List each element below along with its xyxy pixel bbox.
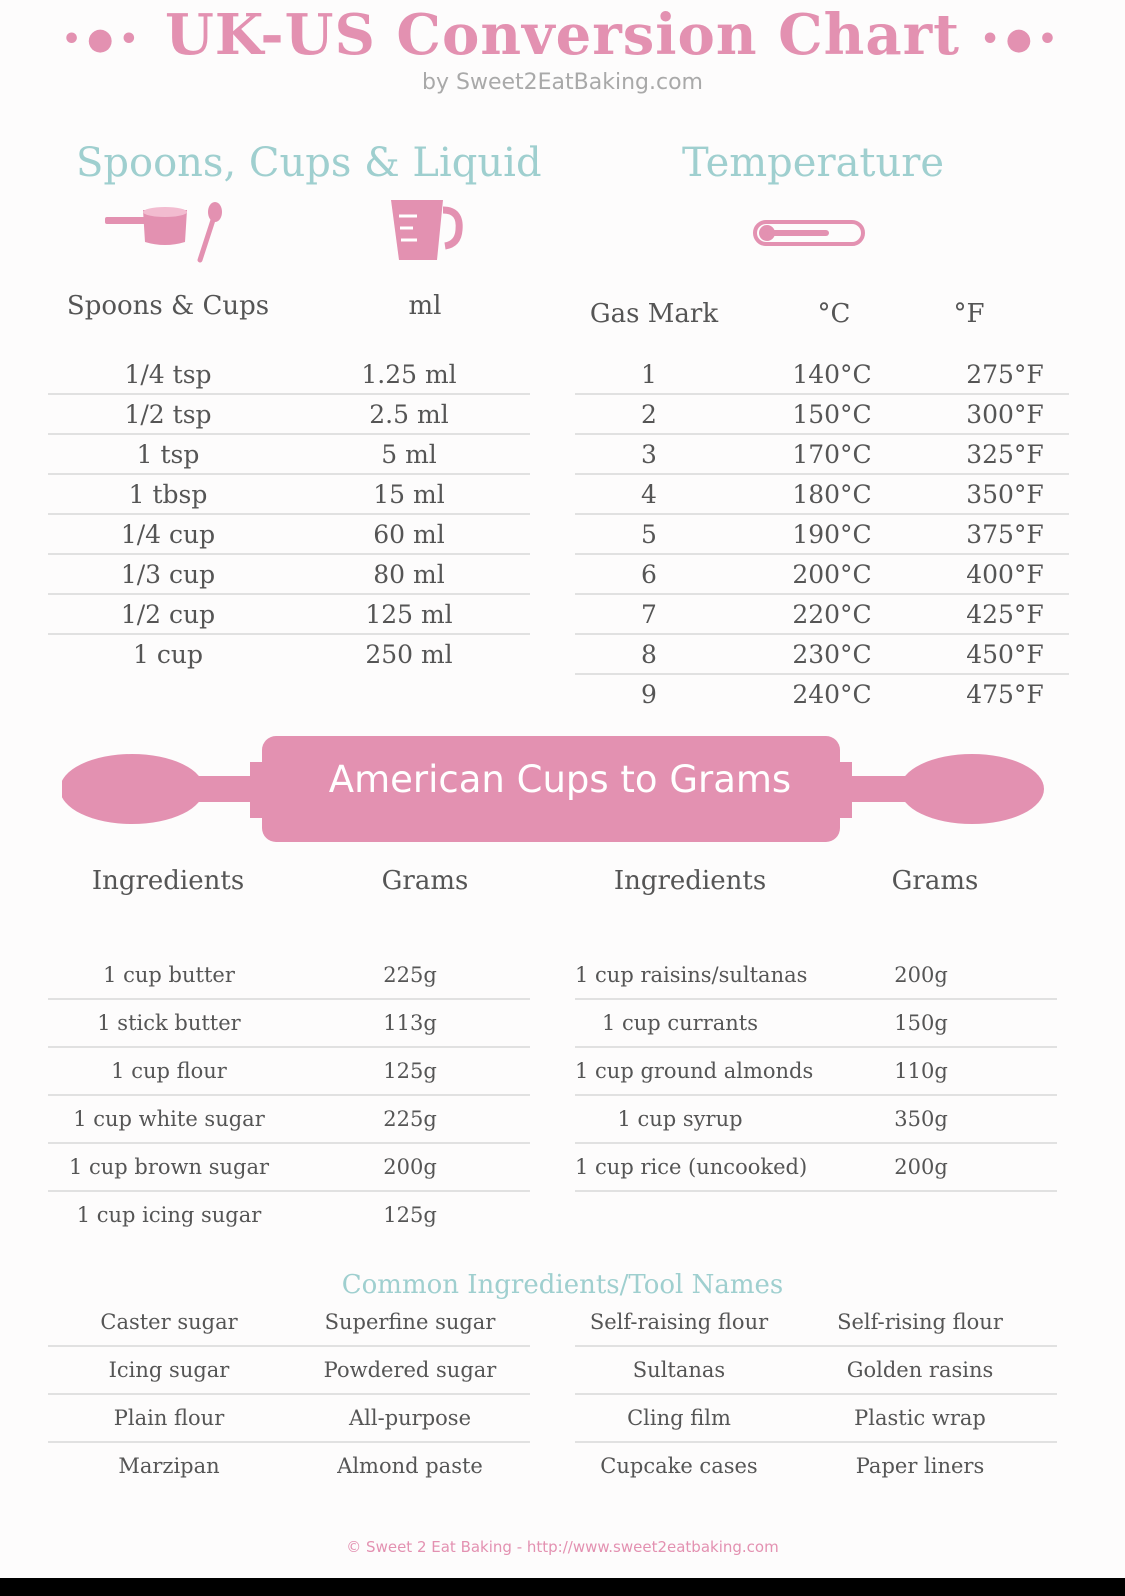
common-names-cell: Almond paste (337, 1454, 483, 1478)
spoons-row-cell: 1 tsp (136, 439, 200, 469)
measuring-spoon-icon (105, 200, 225, 265)
grams-row-cell: 1 cup ground almonds (575, 1059, 814, 1083)
measuring-jug-icon (385, 196, 465, 266)
temperature-row-cell: 375°F (966, 519, 1044, 549)
common-names-title: Common Ingredients/Tool Names (341, 1270, 784, 1300)
temperature-row (575, 555, 1069, 593)
common-names-cell: All-purpose (349, 1406, 471, 1430)
spoons-row (48, 595, 530, 633)
temperature-table (575, 355, 1069, 713)
common-names-cell: Paper liners (855, 1454, 985, 1478)
temperature-row-cell: 9 (641, 679, 657, 709)
temperature-row-cell: 7 (641, 599, 657, 629)
spoons-row (48, 475, 530, 513)
temperature-row (575, 595, 1069, 633)
grams-row (48, 1096, 530, 1142)
common-names-table-left (48, 1299, 530, 1489)
ingredients-header-left: Ingredients (91, 866, 245, 896)
spoons-row-cell: 250 ml (365, 639, 453, 669)
spoons-row-cell: 125 ml (365, 599, 453, 629)
common-names-cell: Cupcake cases (600, 1454, 758, 1478)
common-names-row (48, 1443, 530, 1489)
common-names-cell: Self-raising flour (589, 1310, 769, 1334)
banner-title: American Cups to Grams (328, 758, 792, 801)
temperature-row-cell: 240°C (792, 679, 872, 709)
temperature-row-cell: 275°F (966, 359, 1044, 389)
spoons-section-title: Spoons, Cups & Liquid (76, 140, 542, 186)
spoons-row-cell: 15 ml (373, 479, 445, 509)
spoons-row (48, 355, 530, 393)
spoons-row-cell: 1 tbsp (128, 479, 208, 509)
dots-right: •●• (980, 21, 1064, 57)
common-names-row (48, 1395, 530, 1441)
spoons-row-cell: 1 cup (133, 639, 203, 669)
grams-header-right: Grams (891, 866, 979, 896)
grams-row (575, 1000, 1057, 1046)
byline: by Sweet2EatBaking.com (422, 70, 703, 95)
temperature-row-cell: 475°F (966, 679, 1044, 709)
grams-row-cell: 125g (383, 1203, 437, 1227)
temperature-row (575, 515, 1069, 553)
grams-header-left: Grams (381, 866, 469, 896)
common-names-cell: Caster sugar (100, 1310, 238, 1334)
temperature-row (575, 635, 1069, 673)
common-names-cell: Icing sugar (108, 1358, 230, 1382)
temperature-row-cell: 300°F (966, 399, 1044, 429)
ingredients-header-right: Ingredients (613, 866, 767, 896)
temperature-row (575, 355, 1069, 393)
common-names-cell: Plastic wrap (854, 1406, 986, 1430)
row-divider (575, 1190, 1057, 1192)
grams-row (575, 1048, 1057, 1094)
common-names-cell: Sultanas (632, 1358, 726, 1382)
grams-row-cell: 1 cup syrup (617, 1107, 743, 1131)
spoons-row-cell: 1/4 tsp (124, 359, 212, 389)
common-names-row (575, 1299, 1057, 1345)
page-title (0, 2, 1125, 68)
common-names-row (575, 1395, 1057, 1441)
common-names-row (575, 1443, 1057, 1489)
grams-row (575, 952, 1057, 998)
grams-row-cell: 1 cup icing sugar (76, 1203, 262, 1227)
temperature-row-cell: 5 (641, 519, 657, 549)
grams-row (575, 1096, 1057, 1142)
grams-row (48, 1192, 530, 1238)
spoons-row (48, 515, 530, 553)
fahrenheit-col-header: °F (953, 299, 985, 329)
temperature-row-cell: 425°F (966, 599, 1044, 629)
footer-credit: © Sweet 2 Eat Baking - http://www.sweet2eatbaking.com (346, 1538, 779, 1556)
temperature-row-cell: 2 (641, 399, 657, 429)
grams-row-cell: 1 cup white sugar (73, 1107, 265, 1131)
temperature-row (575, 395, 1069, 433)
temperature-row-cell: 200°C (792, 559, 872, 589)
spoons-row-cell: 1/2 cup (120, 599, 216, 629)
grams-row-cell: 1 cup butter (103, 963, 235, 987)
spoons-row-cell: 1.25 ml (361, 359, 457, 389)
grams-row-cell: 125g (383, 1059, 437, 1083)
dots-left: •●• (61, 21, 145, 57)
spoons-row-cell: 1/4 cup (120, 519, 216, 549)
temperature-row-cell: 325°F (966, 439, 1044, 469)
common-names-cell: Golden rasins (846, 1358, 994, 1382)
spoons-table (48, 355, 530, 673)
temperature-row-cell: 4 (641, 479, 657, 509)
temperature-row-cell: 6 (641, 559, 657, 589)
temperature-row-cell: 350°F (966, 479, 1044, 509)
temperature-row-cell: 220°C (792, 599, 872, 629)
grams-row-cell: 350g (894, 1107, 948, 1131)
grams-row-cell: 225g (383, 1107, 437, 1131)
gas-mark-col-header: Gas Mark (589, 299, 719, 329)
temperature-row-cell: 400°F (966, 559, 1044, 589)
grams-row (48, 1144, 530, 1190)
common-names-table-right (575, 1299, 1057, 1489)
common-names-cell: Powdered sugar (323, 1358, 497, 1382)
grams-row-cell: 1 cup flour (111, 1059, 227, 1083)
grams-row-cell: 150g (894, 1011, 948, 1035)
grams-row (48, 1048, 530, 1094)
temperature-row-cell: 150°C (792, 399, 872, 429)
grams-row-cell: 1 cup raisins/sultanas (575, 963, 808, 987)
grams-row-cell: 110g (894, 1059, 948, 1083)
grams-table-left (48, 952, 530, 1238)
grams-row-cell: 113g (383, 1011, 437, 1035)
spoons-row-cell: 5 ml (381, 439, 437, 469)
spoons-row-cell: 1/3 cup (120, 559, 216, 589)
grams-row-cell: 1 stick butter (97, 1011, 241, 1035)
grams-row-cell: 200g (383, 1155, 437, 1179)
spoons-row-cell: 1/2 tsp (124, 399, 212, 429)
grams-row-cell: 1 cup currants (601, 1011, 759, 1035)
temperature-row-cell: 190°C (792, 519, 872, 549)
common-names-cell: Marzipan (118, 1454, 220, 1478)
common-names-row (575, 1347, 1057, 1393)
common-names-row (48, 1347, 530, 1393)
spoons-row (48, 555, 530, 593)
common-names-cell: Cling film (627, 1406, 731, 1430)
temperature-section-title: Temperature (682, 140, 945, 186)
spoons-row (48, 395, 530, 433)
common-names-cell: Plain flour (113, 1406, 225, 1430)
grams-row-cell: 1 cup rice (uncooked) (575, 1155, 808, 1179)
grams-row (48, 1000, 530, 1046)
ml-col-header: ml (408, 291, 442, 321)
temperature-row-cell: 230°C (792, 639, 872, 669)
spoons-col-header: Spoons & Cups (66, 291, 270, 321)
grams-row-cell: 1 cup brown sugar (68, 1155, 270, 1179)
temperature-row (575, 435, 1069, 473)
grams-row (48, 952, 530, 998)
common-names-cell: Superfine sugar (324, 1310, 496, 1334)
spoons-row (48, 635, 530, 673)
temperature-row-cell: 170°C (792, 439, 872, 469)
bottom-bar (0, 1578, 1125, 1596)
grams-row-cell: 225g (383, 963, 437, 987)
thermometer-icon (752, 216, 867, 250)
temperature-row-cell: 1 (641, 359, 657, 389)
temperature-row-cell: 180°C (792, 479, 872, 509)
spoons-row-cell: 2.5 ml (369, 399, 449, 429)
temperature-row-cell: 450°F (966, 639, 1044, 669)
title-text: UK-US Conversion Chart (164, 2, 961, 68)
grams-row (575, 1144, 1057, 1190)
common-names-cell: Self-rising flour (837, 1310, 1003, 1334)
spoons-row (48, 435, 530, 473)
common-names-row (48, 1299, 530, 1345)
spoons-row-cell: 80 ml (373, 559, 445, 589)
temperature-row-cell: 3 (641, 439, 657, 469)
temperature-row (575, 475, 1069, 513)
spoons-row-cell: 60 ml (373, 519, 445, 549)
temperature-row-cell: 8 (641, 639, 657, 669)
celsius-col-header: °C (817, 299, 851, 329)
grams-row-cell: 200g (894, 1155, 948, 1179)
grams-table-right (575, 952, 1057, 1192)
grams-row-cell: 200g (894, 963, 948, 987)
temperature-row (575, 675, 1069, 713)
temperature-row-cell: 140°C (792, 359, 872, 389)
